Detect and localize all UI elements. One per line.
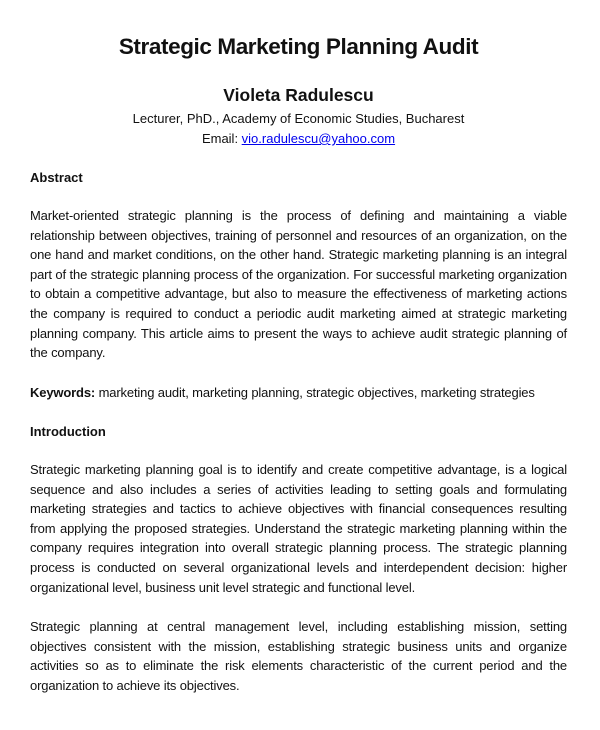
keywords-label: Keywords: — [30, 385, 96, 400]
author-affiliation: Lecturer, PhD., Academy of Economic Studies, Bucharest — [132, 111, 465, 126]
introduction-paragraph-2: Strategic planning at central management level, including establishing mission, setting objectives consistent with the mission, establishing strategic business units and organize activities so as to eliminate the risk elements characteristic of the current period and the organization to achieve its objectives. — [30, 619, 567, 693]
author-email-line — [30, 129, 567, 148]
abstract-text: Market-oriented strategic planning is the process of defining and maintaining a viable relationship between objectives, training of personnel and resources of an organization, on the one hand and market conditions, on the other hand. Strategic marketing planning is an integral part of the strategic planning process of the organization. For successful marketing organization to obtain a competitive advantage, but also to measure the effectiveness of marketing actions the company is required to conduct a periodic audit marketing aimed at strategic marketing planning company. This article aims to present the ways to achieve audit strategic planning of the company. — [30, 208, 567, 361]
keywords-text: marketing audit, marketing planning, strategic objectives, marketing strategies — [95, 385, 535, 400]
introduction-paragraph-1: Strategic marketing planning goal is to identify and create competitive advantage, is a logical sequence and also includes a series of activities leading to setting goals and formulating marketing strategies and tactics to achieve objectives with financial consequences resulting from applying the proposed strategies. Understand the strategic marketing planning within the company requires integration into overall strategic planning process. The strategic planning process is conducted on several organizational levels and interdependent decision: higher organizational level, business unit level strategic and functional level. — [30, 462, 567, 595]
paper-title: Strategic Marketing Planning Audit — [118, 34, 479, 59]
email-link[interactable]: vio.radulescu@yahoo.com — [241, 131, 396, 146]
author-name: Violeta Radulescu — [223, 85, 374, 105]
introduction-heading: Introduction — [30, 424, 106, 439]
abstract-heading: Abstract — [30, 170, 83, 185]
keywords-line — [30, 383, 567, 402]
email-label: Email: — [201, 131, 242, 146]
